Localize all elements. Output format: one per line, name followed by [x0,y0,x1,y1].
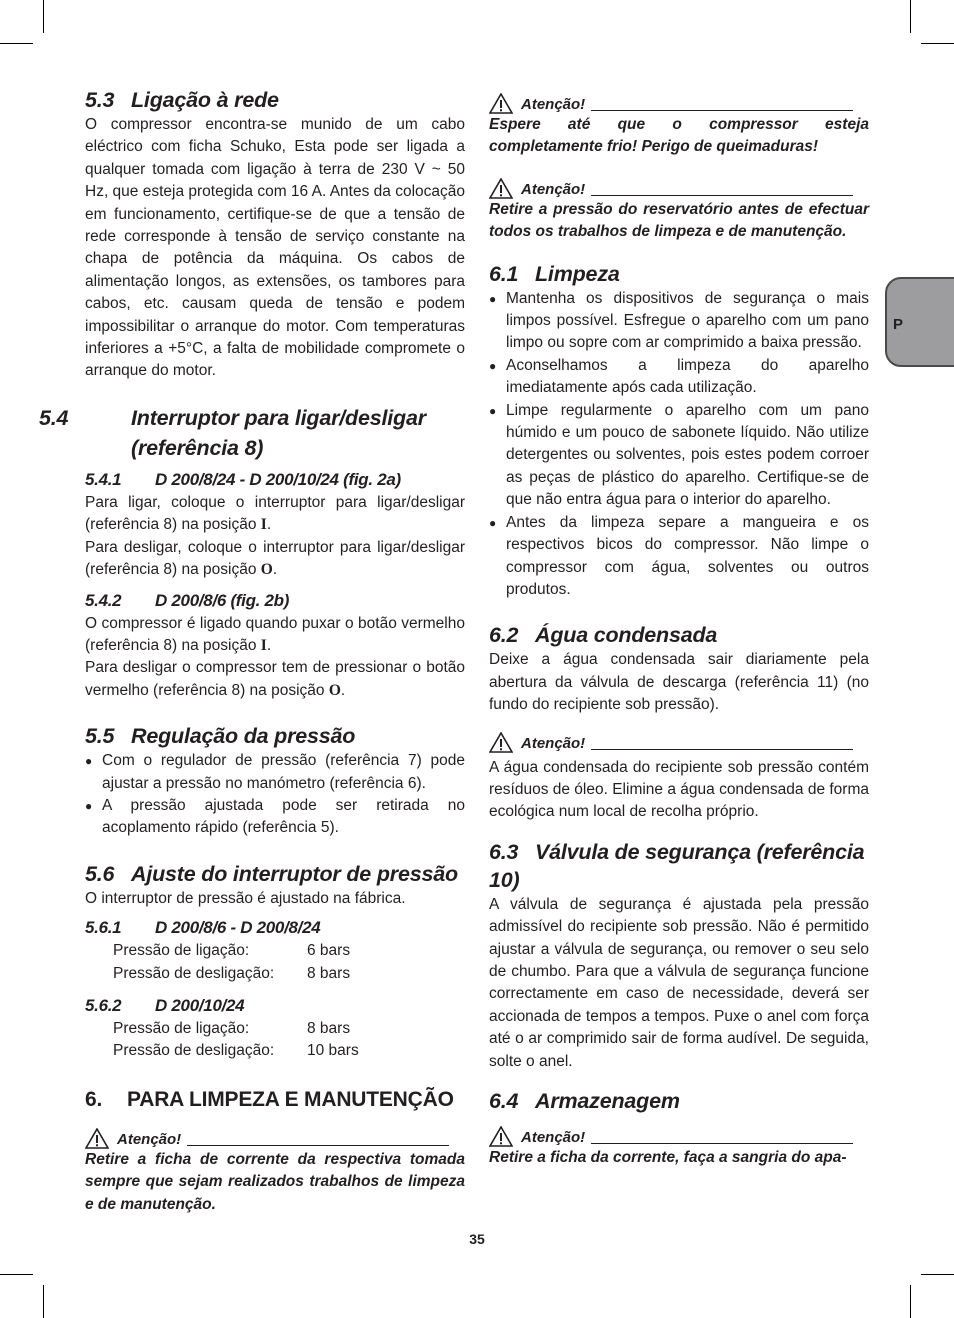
section-heading [489,260,869,288]
subsection-number: 5.4.2 [85,590,122,610]
section-number: 6.3 [489,839,519,864]
section-number: 5.6 [85,861,115,886]
section-heading [489,838,869,894]
paragraph: Para desligar, coloque o interruptor para ligar/desligar (referência 8) na posição O. [85,538,465,579]
warning-triangle-icon [489,178,513,199]
chapter-number: 6. [85,1087,103,1111]
pressure-table [113,940,350,985]
warning-rule [591,110,853,111]
warning-text: Espere até que o compressor esteja completamente frio! Perigo de queimaduras! [489,116,869,156]
list-item [489,288,869,355]
list-item [489,355,869,400]
warning-header [489,1123,869,1147]
position-symbol: O [328,681,341,699]
section-title: Interruptor para ligar/desligar (referência 8) [131,405,426,460]
section-title: Armazenagem [535,1089,680,1113]
language-tab-label: P [893,316,904,333]
subsection-title: D 200/10/24 [155,995,245,1015]
section-number: 6.2 [489,623,519,648]
table-cell: Pressão de ligação: [113,942,250,960]
subsection-number: 5.6.2 [85,995,122,1015]
section-number: 6.1 [489,261,519,286]
section-title: Regulação da pressão [131,724,356,749]
table-cell: 10 bars [307,1042,359,1060]
paragraph: O compressor é ligado quando puxar o botão vermelho (referência 8) na posição I. [85,614,465,654]
warning-triangle-icon [489,1126,513,1147]
section-heading [489,621,869,649]
list-item-text: Com o regulador de pressão (referência 7) pode ajustar a pressão no manómetro (referência 6). [102,752,465,792]
warning-triangle-icon [489,732,513,753]
paragraph-text: Para desligar o compressor tem de pressionar o botão vermelho (referência 8) na posição [85,659,465,699]
warning-header [85,1125,465,1149]
list-item [85,750,465,795]
paragraph: A válvula de segurança é ajustada pela pressão admissível do recipiente sob pressão. Não é permitido ajustar a válvula de segurança, ou remover o seu selo de chumbo. Para que a válvula de segurança funcione correctamente em caso de necessidade, deverá ser accionada de tempos a tempos. Puxe o anel com força até o ar comprimido sair de forma audível. De seguida, solte o anel. [489,895,869,1070]
paragraph: Deixe a água condensada sair diariamente pela abertura da válvula de descarga (referência 11) (no fundo do recipiente sob pressão). [489,651,869,714]
crop-mark [0,43,33,44]
bullet-icon: ● [489,515,497,530]
list-item-text: Limpe regularmente o aparelho com um pano húmido e um pouco de sabonete líquido. Não utilize detergentes ou solventes, pois estes podem corroer as peças de plástico do aparelho. Certifique-se de que não entra água para o interior do aparelho. [506,401,869,509]
paragraph: O interruptor de pressão é ajustado na fábrica. [85,889,406,907]
section-title: Limpeza [535,261,620,286]
crop-mark [910,0,911,33]
warning-text: Retire a ficha da corrente, faça a sangria do apa- [489,1149,847,1166]
left-column [39,84,465,1216]
subsection-title: D 200/8/24 - D 200/10/24 (fig. 2a) [155,469,401,489]
section-number: 5.4 [39,405,69,430]
table-cell: Pressão de desligação: [113,1042,275,1060]
crop-mark [0,1274,33,1275]
subsection-number: 5.4.1 [85,469,122,489]
warning-rule [591,195,853,196]
list-item [489,512,869,602]
warning-triangle-icon [489,93,513,114]
bullet-list [489,288,869,602]
paragraph: O compressor encontra-se munido de um cabo eléctrico com ficha Schuko, Esta pode ser ligada a qualquer tomada com ligação à terra de 230 V ~ 50 Hz, que esteja protegida com 16 A. Antes da colocação em funcionamento, certifique-se de que a tensão de rede corresponde à tensão de serviço constante na chapa de potência da máquina. Os cabos de alimentação longos, as extensões, os tambores para cabos, etc. causam queda de tensão e podem impossibilitar o arranque do motor. Com temperaturas inferiores a +5°C, a falta de mobilidade compromete o arranque do motor. [85,116,465,380]
chapter-heading [85,1085,465,1115]
warning-text: Retire a pressão do reservatório antes de efectuar todos os trabalhos de limpeza e de manutenção. [489,200,869,241]
warning-rule [187,1145,449,1146]
paragraph-text: O compressor é ligado quando puxar o botão vermelho (referência 8) na posição [85,614,465,654]
warning-rule [591,749,853,750]
section-title: Ligação à rede [131,88,279,112]
table-cell: 6 bars [307,942,351,960]
table-cell: Pressão de ligação: [113,1019,250,1037]
section-heading [489,1087,869,1115]
crop-mark [921,1274,954,1275]
pressure-table [113,1018,359,1063]
bullet-icon: ● [489,291,497,306]
list-item [85,795,465,840]
page-number: 35 [469,1231,485,1247]
crop-mark [43,0,44,33]
table-row [113,1018,359,1040]
paragraph-text: Para ligar, coloque o interruptor para ligar/desligar (referência 8) na posição [85,493,465,534]
list-item-text: Mantenha os dispositivos de segurança o mais limpos possível. Esfregue o aparelho com um pano limpo ou sopre com ar comprimido a baixa pressão. [506,289,869,352]
section-heading [85,86,465,114]
bullet-icon: ● [489,403,497,418]
warning-label: Atenção! [521,96,586,113]
bullet-icon: ● [85,798,93,813]
crop-mark [43,1285,44,1318]
warning-label: Atenção! [521,1129,586,1146]
list-item-text: Antes da limpeza separe a mangueira e os respectivos bicos do compressor. Não limpe o compressor com água, solventes ou outros produtos. [506,513,869,598]
section-title: Ajuste do interruptor de pressão [131,861,458,886]
table-cell: 8 bars [307,1019,351,1037]
position-symbol: I [260,516,267,534]
list-item [489,400,869,512]
warning-header [489,729,869,753]
right-column [489,84,869,1169]
position-symbol: O [260,561,273,579]
position-symbol: I [260,636,267,654]
section-heading [85,860,465,888]
table-row [113,963,350,985]
subsection-title: D 200/8/6 (fig. 2b) [155,590,290,610]
table-cell: Pressão de desligação: [113,964,275,982]
language-tab [885,277,954,367]
warning-label: Atenção! [521,180,586,198]
warning-triangle-icon [85,1128,109,1149]
warning-header [489,90,869,114]
warning-header [489,175,869,199]
bullet-icon: ● [489,358,497,373]
chapter-title: PARA LIMPEZA E MANUTENÇÃO [127,1087,454,1111]
list-item-text: A pressão ajustada pode ser retirada no acoplamento rápido (referência 5). [102,796,465,837]
bullet-list [85,750,465,840]
subsection-number: 5.6.1 [85,918,122,938]
table-row [113,940,350,962]
section-title: Água condensada [535,623,718,648]
subsection-heading [85,468,465,492]
list-item-text: Aconselhamos a limpeza do aparelho imediatamente após cada utilização. [506,356,869,397]
section-number: 5.5 [85,724,115,749]
section-heading [39,403,465,463]
subsection-heading [85,916,465,940]
section-title: Válvula de segurança (referência 10) [489,839,865,892]
warning-rule [591,1143,853,1144]
crop-mark [910,1285,911,1318]
warning-label: Atenção! [117,1130,182,1148]
subsection-title: D 200/8/6 - D 200/8/24 [155,918,321,938]
section-heading [85,722,465,750]
bullet-icon: ● [85,754,93,769]
crop-mark [921,43,954,44]
subsection-heading [85,589,465,613]
paragraph: Para desligar o compressor tem de pressionar o botão vermelho (referência 8) na posição O. [85,659,465,699]
section-number: 6.4 [489,1089,519,1113]
section-number: 5.3 [85,88,115,112]
table-row [113,1040,359,1062]
subsection-heading [85,994,465,1018]
paragraph-text: Para desligar, coloque o interruptor para ligar/desligar (referência 8) na posição [85,538,465,579]
paragraph: Para ligar, coloque o interruptor para ligar/desligar (referência 8) na posição I. [85,493,465,534]
table-cell: 8 bars [307,964,351,982]
paragraph: A água condensada do recipiente sob pressão contém resíduos de óleo. Elimine a água condensada de forma ecológica num local de recolha próprio. [489,758,869,821]
warning-text: Retire a ficha de corrente da respectiva tomada sempre que sejam realizados trabalhos de limpeza e de manutenção. [85,1150,465,1213]
warning-label: Atenção! [521,734,586,752]
